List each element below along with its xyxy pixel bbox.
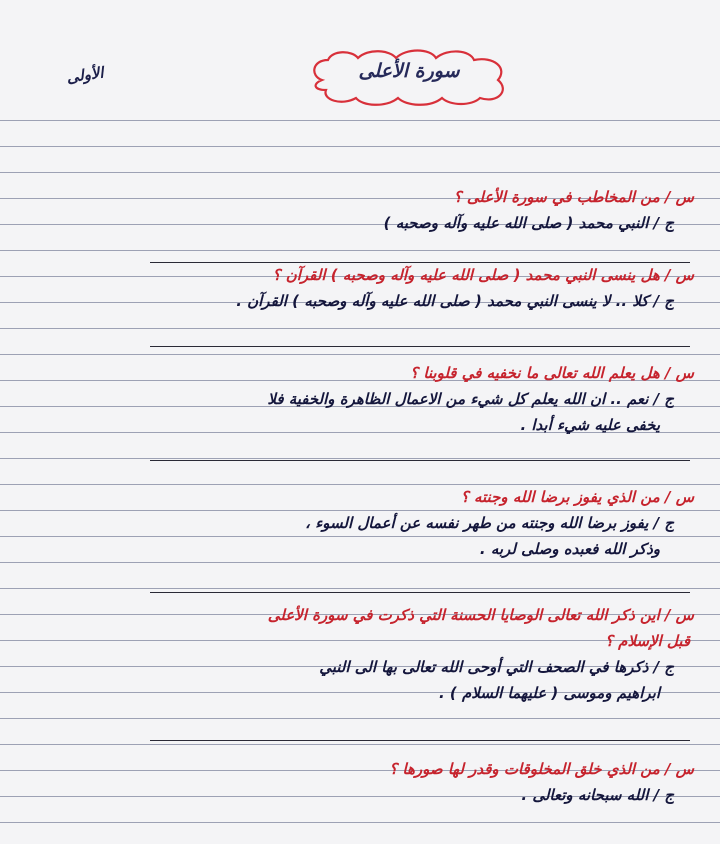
answer-line: ج / يفوز برضا الله وجنته من طهر نفسه عن أعمال السوء ، bbox=[305, 514, 674, 532]
section-divider bbox=[150, 346, 690, 347]
question-line: قبل الإسلام ؟ bbox=[605, 632, 690, 650]
section-divider bbox=[150, 262, 690, 263]
question-line: س / من المخاطب في سورة الأعلى ؟ bbox=[453, 188, 694, 206]
answer-line: يخفى عليه شيء أبدا . bbox=[520, 416, 660, 434]
question-line: س / اين ذكر الله تعالى الوصايا الحسنة التي ذكرت في سورة الأعلى bbox=[267, 606, 694, 624]
answer-line: ج / كلا .. لا ينسى النبي محمد ( صلى الله عليه وآله وصحبه ) القرآن . bbox=[236, 292, 674, 310]
section-divider bbox=[150, 740, 690, 741]
section-divider bbox=[150, 592, 690, 593]
answer-line: ج / ذكرها في الصحف التي أوحى الله تعالى بها الى النبي bbox=[319, 658, 674, 676]
answer-line: ج / النبي محمد ( صلى الله عليه وآله وصحبه ) bbox=[383, 214, 674, 232]
answer-line: ابراهيم وموسى ( عليهما السلام ) . bbox=[438, 684, 660, 702]
title-bubble bbox=[302, 46, 516, 108]
question-line: س / هل يعلم الله تعالى ما نخفيه في قلوبنا ؟ bbox=[410, 364, 694, 382]
answer-line: ج / الله سبحانه وتعالى . bbox=[521, 786, 674, 804]
answer-line: وذكر الله فعبده وصلى لربه . bbox=[479, 540, 660, 558]
answer-line: ج / نعم .. ان الله يعلم كل شيء من الاعمال الظاهرة والخفية فلا bbox=[267, 390, 674, 408]
question-line: س / من الذي يفوز برضا الله وجنته ؟ bbox=[460, 488, 694, 506]
level-label: الأولى bbox=[65, 63, 105, 87]
question-line: س / من الذي خلق المخلوقات وقدر لها صورها ؟ bbox=[389, 760, 694, 778]
page-title: سورة الأعلى bbox=[358, 60, 460, 82]
question-line: س / هل ينسى النبي محمد ( صلى الله عليه وآله وصحبه ) القرآن ؟ bbox=[272, 266, 694, 284]
section-divider bbox=[150, 460, 690, 461]
